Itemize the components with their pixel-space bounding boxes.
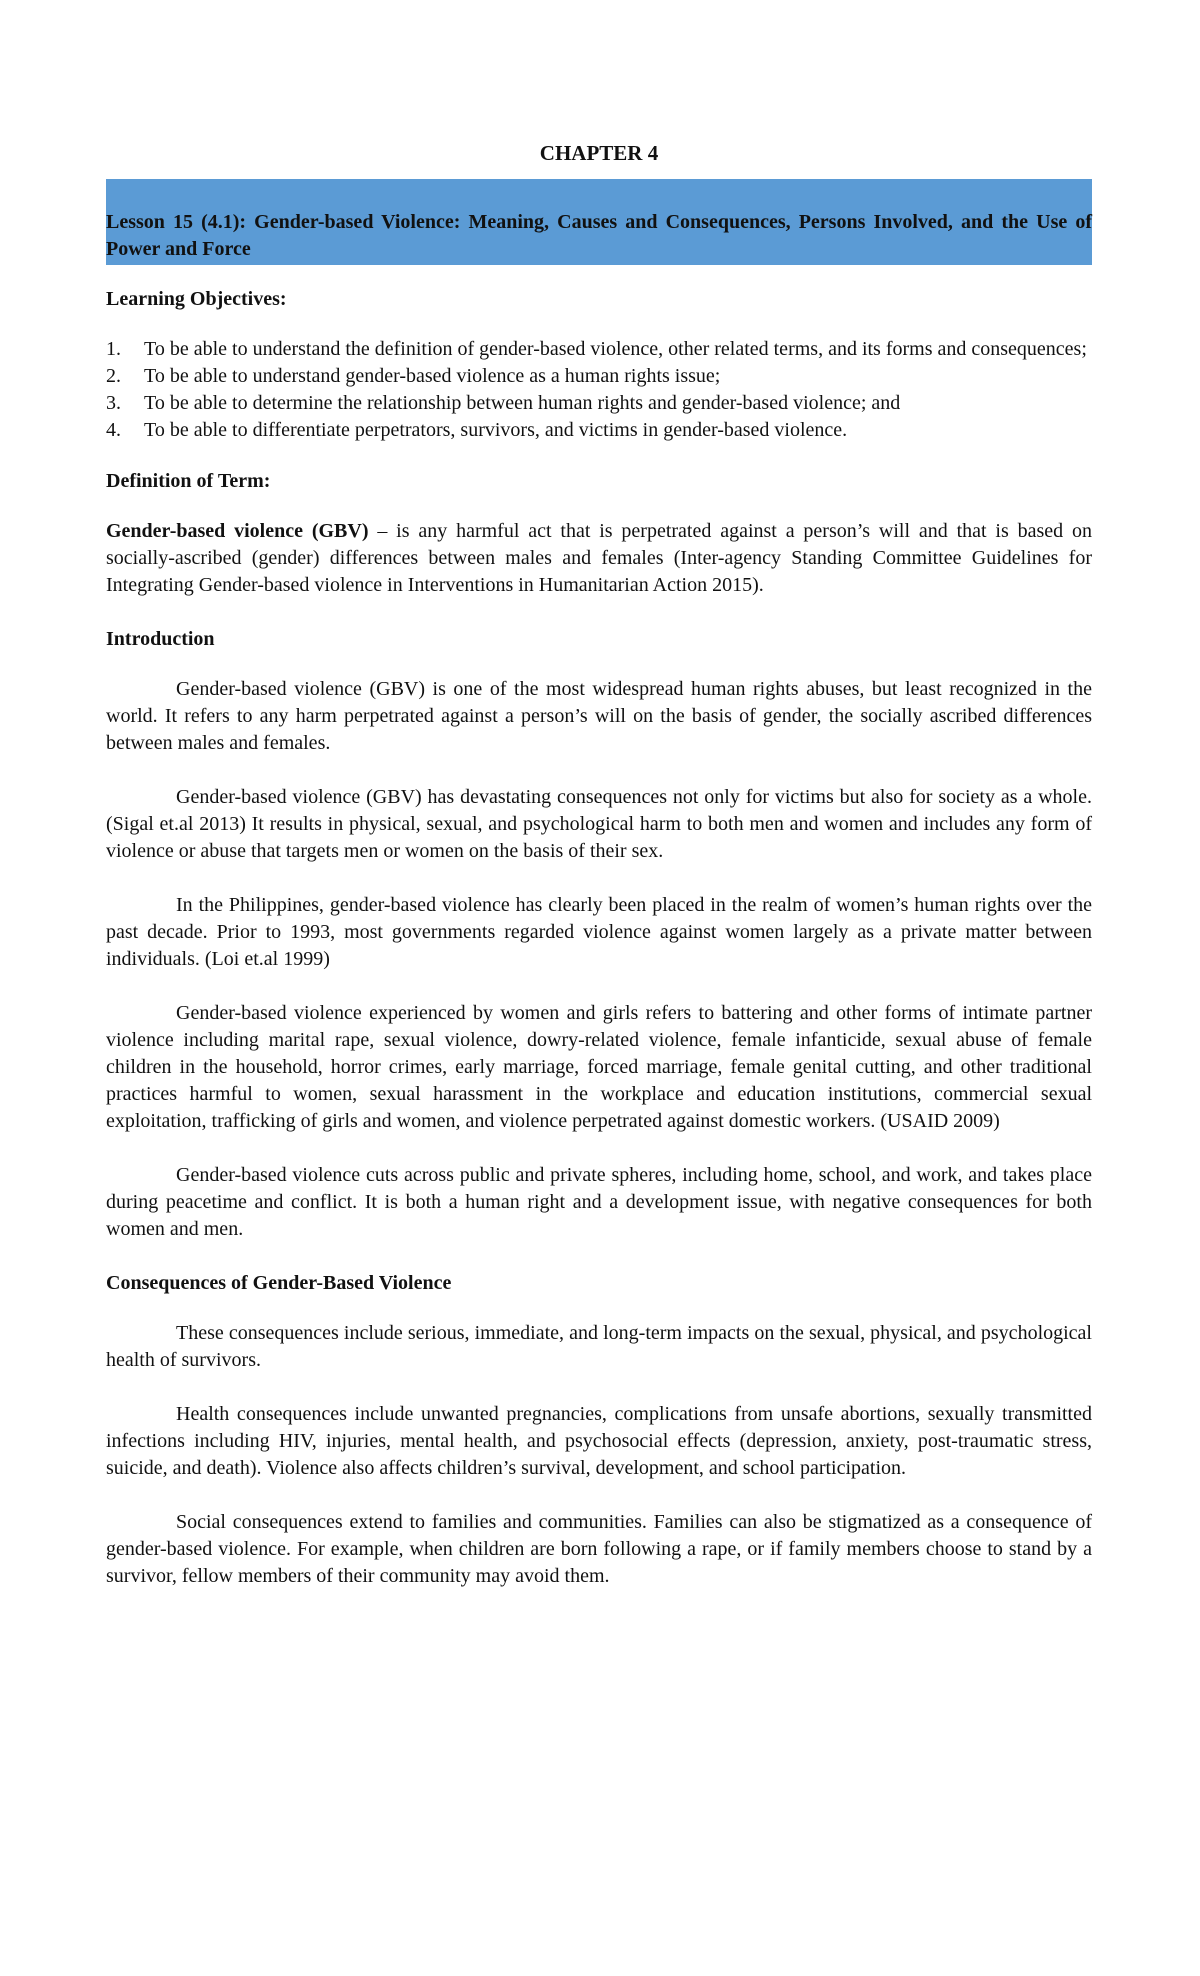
objective-text: To be able to understand gender-based violence as a human rights issue; — [144, 365, 721, 387]
objective-number: 4. — [106, 419, 121, 441]
objective-text: To be able to differentiate perpetrators, survivors, and victims in gender-based violence. — [144, 419, 848, 441]
objective-item — [106, 417, 1092, 444]
learning-objectives-heading: Learning Objectives: — [106, 288, 287, 310]
consequences-paragraph: These consequences include serious, immediate, and long-term impacts on the sexual, physical, and psychological health of survivors. — [106, 1322, 1092, 1371]
objective-item — [106, 336, 1092, 363]
introduction-paragraph: Gender-based violence (GBV) has devastating consequences not only for victims but also for society as a whole. (Sigal et.al 2013) It results in physical, sexual, and psychological harm to both men and women and includes any form of violence or abuse that targets men or women on the basis of their sex. — [106, 786, 1092, 862]
document-page — [106, 140, 1092, 1617]
objective-number: 3. — [106, 392, 121, 414]
consequences-paragraph: Social consequences extend to families and communities. Families can also be stigmatized as a consequence of gender-based violence. For example, when children are born following a rape, or if family members choose to stand by a survivor, fellow members of their community may avoid them. — [106, 1511, 1092, 1587]
introduction-paragraph: In the Philippines, gender-based violence has clearly been placed in the realm of women’s human rights over the past decade. Prior to 1993, most governments regarded violence against women largely as a private matter between individuals. (Loi et.al 1999) — [106, 894, 1092, 970]
objective-item — [106, 363, 1092, 390]
introduction-heading: Introduction — [106, 628, 215, 650]
consequences-heading: Consequences of Gender-Based Violence — [106, 1272, 452, 1294]
objective-text: To be able to understand the definition of gender-based violence, other related terms, and its forms and consequences; — [144, 338, 1087, 360]
objective-text: To be able to determine the relationship between human rights and gender-based violence; and — [144, 392, 901, 414]
definition-heading: Definition of Term: — [106, 470, 271, 492]
definition-text: – is any harmful act that is perpetrated against a person’s will and that is based on socially-ascribed (gender) differences between males and females (Inter-agency Standing Committee Guidelines for Integrating Gender-based violence in Interventions in Humanitarian Action 2015). — [106, 520, 1092, 596]
introduction-paragraph: Gender-based violence cuts across public and private spheres, including home, school, and work, and takes place during peacetime and conflict. It is both a human right and a development issue, with negative consequences for both women and men. — [106, 1164, 1092, 1240]
definition-term: Gender-based violence (GBV) — [106, 520, 369, 542]
objective-number: 1. — [106, 338, 121, 360]
definition-paragraph — [106, 518, 1092, 599]
objective-item — [106, 390, 1092, 417]
lesson-title-band: Lesson 15 (4.1): Gender-based Violence: Meaning, Causes and Consequences, Persons Involved, and the Use of Power and Force — [106, 179, 1092, 265]
chapter-heading: CHAPTER 4 — [539, 141, 659, 165]
consequences-paragraph: Health consequences include unwanted pregnancies, complications from unsafe abortions, sexually transmitted infections including HIV, injuries, mental health, and psychosocial effects (depression, anxiety, post-traumatic stress, suicide, and death). Violence also affects children’s survival, development, and school participation. — [106, 1403, 1092, 1479]
learning-objectives-list — [106, 336, 1092, 444]
objective-number: 2. — [106, 365, 121, 387]
introduction-paragraph: Gender-based violence experienced by women and girls refers to battering and other forms of intimate partner violence including marital rape, sexual violence, dowry-related violence, female infanticide, sexual abuse of female children in the household, horror crimes, early marriage, forced marriage, female genital cutting, and other traditional practices harmful to women, sexual harassment in the workplace and education institutions, commercial sexual exploitation, trafficking of girls and women, and violence perpetrated against domestic workers. (USAID 2009) — [106, 1002, 1092, 1132]
introduction-paragraph: Gender-based violence (GBV) is one of the most widespread human rights abuses, but least recognized in the world. It refers to any harm perpetrated against a person’s will on the basis of gender, the socially ascribed differences between males and females. — [106, 678, 1092, 754]
